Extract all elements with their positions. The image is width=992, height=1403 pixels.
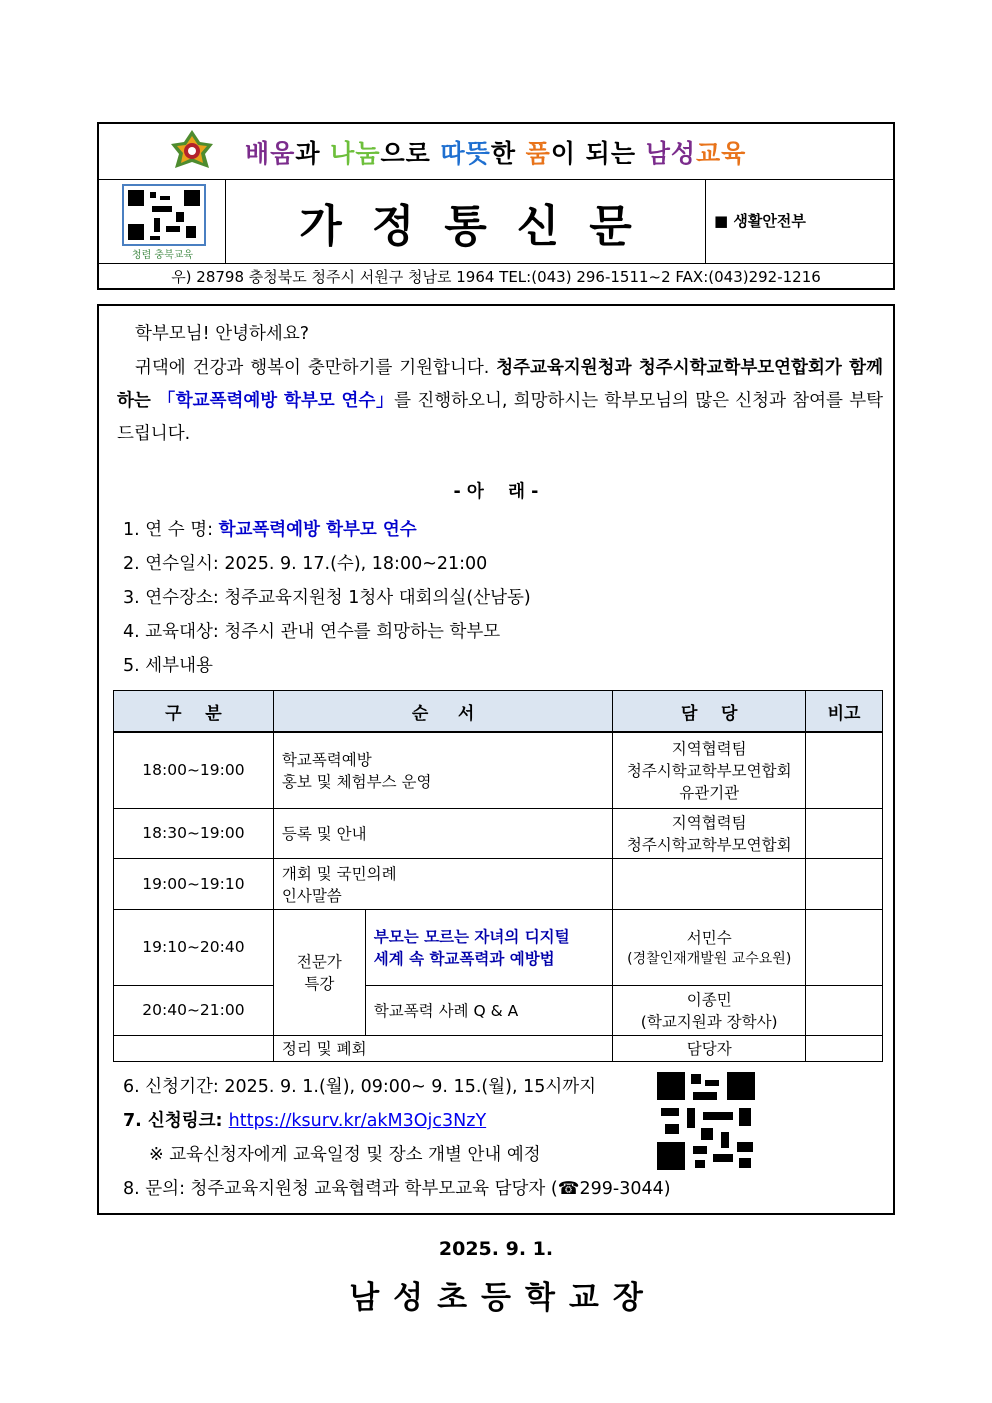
header-box — [97, 122, 895, 290]
row-time: 19:00~19:10 — [114, 858, 274, 909]
row-note — [806, 858, 883, 909]
row-note — [806, 985, 883, 1035]
row-owner — [613, 858, 806, 909]
owner-line: 이종민 — [686, 991, 732, 1009]
row-time: 18:30~19:00 — [114, 808, 274, 858]
intro-event-name: 「학교폭력예방 학부모 연수」 — [157, 391, 395, 411]
item-6: 6. 신청기간: 2025. 9. 1.(월), 09:00~ 9. 15.(월), 15시까지 — [123, 1077, 597, 1097]
department-cell — [706, 180, 893, 263]
order-line: 부모는 모르는 자녀의 디지털 — [373, 928, 570, 946]
table-row — [114, 985, 883, 1035]
slogan-row — [99, 124, 893, 180]
row-time: 19:10~20:40 — [114, 909, 274, 985]
issue-date: 2025. 9. 1. — [438, 1238, 554, 1260]
greeting: 학부모님! 안녕하세요? — [135, 324, 310, 344]
owner-line: 청주시학교학부모연합회 — [626, 762, 792, 781]
slogan-segment: 따뜻 — [440, 139, 491, 168]
expert-label-line: 특강 — [304, 975, 335, 993]
schedule-table — [113, 690, 883, 1062]
owner-line: (경찰인재개발원 교수요원) — [627, 951, 792, 967]
order-line: 개회 및 국민의례 — [281, 864, 397, 883]
intro-part-2: 청주교육지원청과 청주시학교학부모연합회가 함께하는 — [117, 358, 883, 411]
slogan-segment: 품 — [525, 139, 551, 168]
intro-paragraph — [117, 352, 883, 451]
department-label: ■ 생활안전부 — [714, 212, 806, 230]
order-line: 학교폭력예방 — [281, 751, 372, 770]
row-owner — [613, 909, 806, 985]
order-line: 세계 속 학교폭력과 예방법 — [373, 950, 555, 968]
item-4: 4. 교육대상: 청주시 관내 연수를 희망하는 학부모 — [123, 622, 501, 642]
owner-line: 유관기관 — [679, 784, 740, 803]
principal-signature: 남성초등학교장 — [349, 1280, 657, 1316]
application-note: ※ 교육신청자에게 교육일정 및 장소 개별 안내 예정 — [149, 1145, 541, 1165]
expert-lecture-label — [273, 909, 365, 1035]
row-time: 18:00~19:00 — [114, 732, 274, 808]
item-7 — [123, 1107, 486, 1132]
title-row — [99, 180, 893, 264]
row-order: 정리 및 폐회 — [273, 1035, 612, 1061]
row-order — [365, 909, 613, 985]
row-owner: 담당자 — [613, 1035, 806, 1061]
expert-label-line: 전문가 — [296, 953, 342, 971]
row-order — [273, 732, 612, 808]
slogan-segment: 교육 — [696, 139, 747, 168]
school-slogan — [245, 134, 746, 170]
page-title: 가정통신문 — [299, 201, 662, 252]
item-1-value: 학교폭력예방 학부모 연수 — [218, 520, 417, 540]
item-1 — [123, 516, 417, 541]
row-order: 등록 및 안내 — [273, 808, 612, 858]
row-note — [806, 1035, 883, 1061]
row-owner — [613, 985, 806, 1035]
header-note: 비고 — [806, 691, 883, 733]
row-owner — [613, 732, 806, 808]
title-cell — [226, 180, 706, 263]
item-8: 8. 문의: 청주교육지원청 교육협력과 학부모교육 담당자 (☎299-3044) — [123, 1179, 671, 1199]
row-owner — [613, 808, 806, 858]
table-row — [114, 858, 883, 909]
table-row — [114, 732, 883, 808]
row-note — [806, 732, 883, 808]
header-order: 순 서 — [273, 691, 612, 733]
owner-line: (학교지원과 장학사) — [640, 1013, 778, 1031]
intro-part-1: 귀댁에 건강과 행복이 충만하기를 기원합니다. — [135, 358, 497, 378]
qr-caption: 청렴 충북교육 — [131, 250, 194, 261]
item-2: 2. 연수일시: 2025. 9. 17.(수), 18:00~21:00 — [123, 554, 488, 574]
slogan-segment: 남성 — [645, 139, 696, 168]
row-order — [273, 858, 612, 909]
item-5: 5. 세부내용 — [123, 656, 213, 676]
row-note — [806, 909, 883, 985]
owner-line: 지역협력팀 — [671, 740, 747, 759]
row-time — [114, 1035, 274, 1061]
main-box — [97, 304, 895, 1215]
order-line: 인사말씀 — [281, 886, 342, 905]
table-row — [114, 1035, 883, 1061]
intro-part-3: 를 진행하오니, 희망하시는 학부모님의 많은 신청과 참여를 부탁드립니다. — [117, 391, 884, 444]
row-time: 20:40~21:00 — [114, 985, 274, 1035]
header-category: 구 분 — [114, 691, 274, 733]
row-order: 학교폭력 사례 Q & A — [365, 985, 613, 1035]
slogan-segment: 나눔 — [330, 139, 381, 168]
slogan-segment: 한 — [490, 139, 526, 168]
order-line: 홍보 및 체험부스 운영 — [281, 773, 432, 792]
table-row — [114, 909, 883, 985]
slogan-segment: 과 — [295, 139, 331, 168]
header-qr-code-icon[interactable] — [122, 184, 206, 246]
below-heading: - 아 래 - — [453, 482, 539, 502]
item-7-label: 7. 신청링크: — [123, 1111, 229, 1131]
application-qr-code-icon[interactable] — [657, 1072, 755, 1170]
application-link[interactable]: https://ksurv.kr/akM3Ojc3NzY — [228, 1111, 487, 1131]
header-owner: 담 당 — [613, 691, 806, 733]
owner-line: 지역협력팀 — [671, 814, 747, 832]
qr-cell — [99, 180, 226, 263]
item-3: 3. 연수장소: 청주교육지원청 1청사 대회의실(산남동) — [123, 588, 531, 608]
school-emblem-icon — [169, 128, 215, 174]
owner-line: 청주시학교학부모연합회 — [626, 836, 792, 854]
slogan-segment: 이 되는 — [550, 139, 646, 168]
row-note — [806, 808, 883, 858]
slogan-segment: 배움 — [245, 139, 296, 168]
table-row — [114, 808, 883, 858]
table-header-row — [114, 691, 883, 733]
item-1-label: 1. 연 수 명: — [123, 520, 219, 540]
slogan-segment: 으로 — [380, 139, 441, 168]
school-address: 우) 28798 충청북도 청주시 서원구 청남로 1964 TEL:(043) 296-1511~2 FAX:(043)292-1216 — [171, 268, 821, 286]
owner-line: 서민수 — [686, 929, 732, 947]
